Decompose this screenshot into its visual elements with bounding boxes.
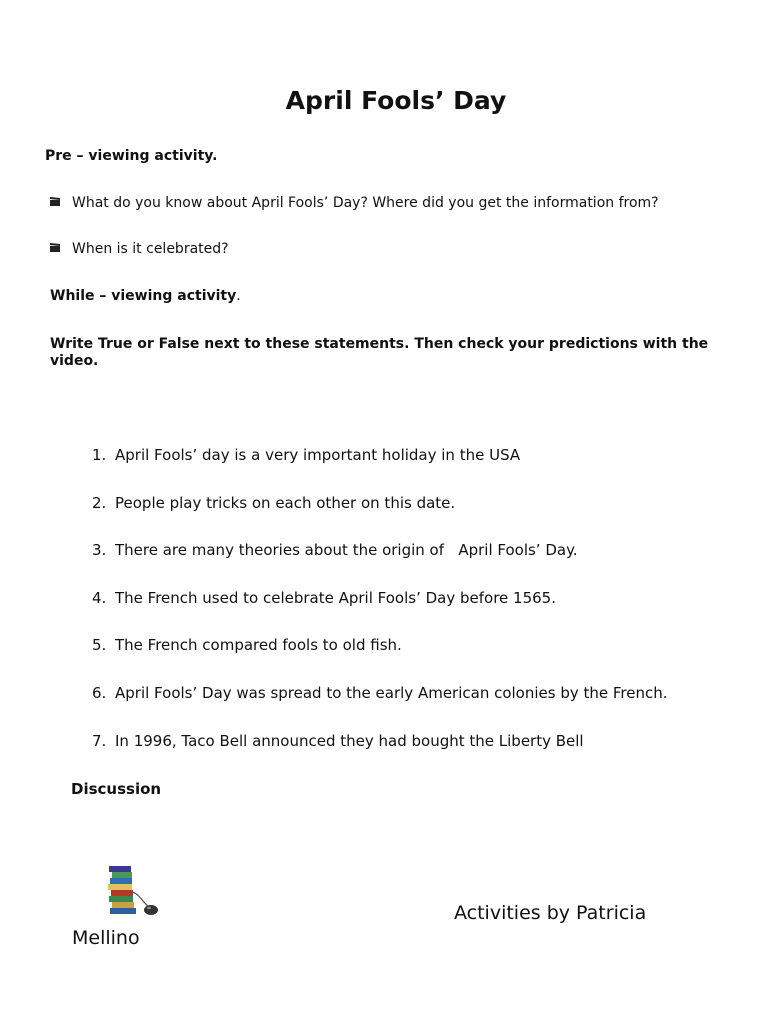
statement-text: The French compared fools to old fish. [115,636,402,654]
list-item [92,636,402,654]
statement-text: There are many theories about the origin of April Fools’ Day. [115,541,578,559]
statement-text: People play tricks on each other on this date. [115,494,456,512]
list-item [92,541,578,559]
while-viewing-heading-suffix: . [236,288,241,304]
list-item [92,494,455,512]
list-number: 2. [92,494,107,512]
pre-viewing-question [50,195,659,211]
question-text: What do you know about April Fools’ Day? Where did you get the information from? [72,195,659,211]
list-number: 7. [92,732,107,750]
list-item [92,684,668,702]
list-number: 6. [92,684,107,702]
list-item [92,732,584,750]
statement-text: In 1996, Taco Bell announced they had bought the Liberty Bell [115,732,584,750]
pre-viewing-heading: Pre – viewing activity. [45,148,218,164]
list-number: 5. [92,636,107,654]
instructions: Write True or False next to these statements. Then check your predictions with the video. [50,336,709,369]
list-number: 1. [92,446,107,464]
list-number: 4. [92,589,107,607]
clapperboard-icon [50,197,66,209]
question-text: When is it celebrated? [72,241,229,257]
list-item [92,589,556,607]
statement-text: The French used to celebrate April Fools’ Day before 1565. [115,589,556,607]
list-number: 3. [92,541,107,559]
credit-line-2: Mellino [72,927,140,949]
clapperboard-icon [50,243,66,255]
statement-text: April Fools’ day is a very important holiday in the USA [115,446,521,464]
books-and-mouse-logo [102,862,162,922]
while-viewing-heading-text: While – viewing activity [50,288,237,304]
while-viewing-heading [50,288,241,304]
credit-line-1: Activities by Patricia [454,902,647,924]
discussion-heading: Discussion [71,780,162,798]
list-item [92,446,520,464]
statement-text: April Fools’ Day was spread to the early American colonies by the French. [115,684,668,702]
pre-viewing-question [50,241,229,257]
page-title: April Fools’ Day [285,86,507,115]
